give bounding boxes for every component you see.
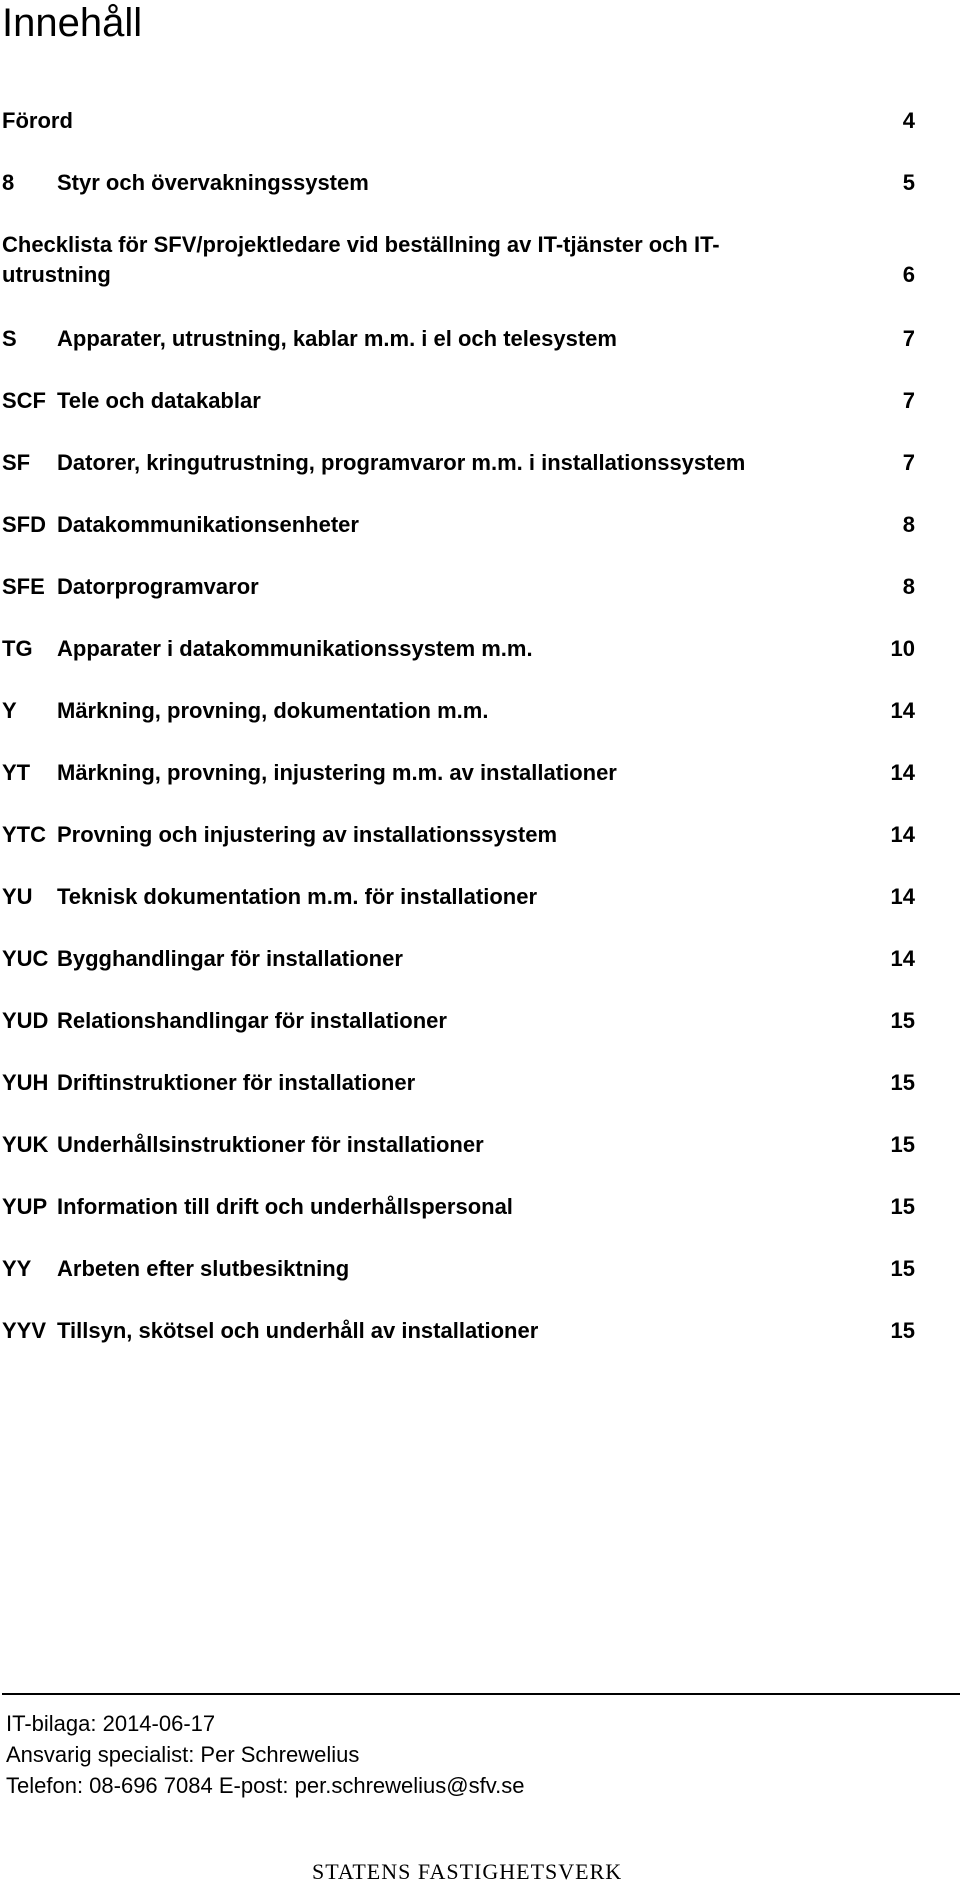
toc-entry-code: SF xyxy=(2,450,31,475)
toc-entry-title: Tele och datakablar xyxy=(57,388,261,413)
footer-document-date: IT-bilaga: 2014-06-17 xyxy=(6,1711,216,1736)
toc-entry-yyv[interactable] xyxy=(0,1316,960,1356)
toc-entry-code: YUH xyxy=(2,1070,49,1095)
footer-divider xyxy=(2,1693,960,1695)
toc-entry-page: 10 xyxy=(890,636,915,661)
toc-entry-title: Datorer, kringutrustning, programvaror m.m. i installationssystem xyxy=(57,450,746,475)
toc-entry-sf[interactable] xyxy=(0,448,960,488)
toc-entry-title: Bygghandlingar för installationer xyxy=(57,946,403,971)
toc-entry-code: TG xyxy=(2,636,33,661)
toc-entry-forord[interactable] xyxy=(0,106,960,146)
toc-entry-yt[interactable] xyxy=(0,758,960,798)
toc-entry-page: 15 xyxy=(890,1070,915,1095)
toc-entry-code: S xyxy=(2,326,17,351)
toc-entry-page: 15 xyxy=(890,1132,915,1157)
toc-entry-title: Datakommunikationsenheter xyxy=(57,512,359,537)
toc-entry-yuk[interactable] xyxy=(0,1130,960,1170)
toc-entry-code: YUK xyxy=(2,1132,49,1157)
toc-entry-title: Förord xyxy=(2,108,73,133)
toc-entry-yuh[interactable] xyxy=(0,1068,960,1108)
toc-entry-page: 5 xyxy=(902,170,915,195)
toc-entry-page: 15 xyxy=(890,1256,915,1281)
toc-entry-page: 8 xyxy=(902,574,915,599)
toc-entry-yy[interactable] xyxy=(0,1254,960,1294)
toc-entry-code: YU xyxy=(2,884,33,909)
toc-entry-title: Provning och injustering av installationssystem xyxy=(57,822,558,847)
toc-entry-yup[interactable] xyxy=(0,1192,960,1232)
toc-entry-code: YY xyxy=(2,1256,32,1281)
toc-entry-title: Underhållsinstruktioner för installationer xyxy=(57,1132,484,1157)
toc-entry-ytc[interactable] xyxy=(0,820,960,860)
toc-entry-code: YUP xyxy=(2,1194,48,1219)
toc-entry-code: YT xyxy=(2,760,31,785)
toc-entry-title: Märkning, provning, injustering m.m. av installationer xyxy=(57,760,617,785)
toc-entry-checklista[interactable] xyxy=(0,230,960,300)
toc-entry-y[interactable] xyxy=(0,696,960,736)
toc-entry-code: YTC xyxy=(2,822,46,847)
toc-entry-code: YUD xyxy=(2,1008,49,1033)
toc-entry-8[interactable] xyxy=(0,168,960,208)
toc-entry-yuc[interactable] xyxy=(0,944,960,984)
toc-entry-title: Teknisk dokumentation m.m. för installationer xyxy=(57,884,538,909)
page-title: Innehåll xyxy=(2,1,143,45)
toc-entry-title: Information till drift och underhållspersonal xyxy=(57,1194,513,1219)
toc-entry-page: 14 xyxy=(890,698,915,723)
toc-entry-page: 14 xyxy=(890,946,915,971)
toc-entry-title: Tillsyn, skötsel och underhåll av installationer xyxy=(57,1318,539,1343)
toc-entry-sfe[interactable] xyxy=(0,572,960,612)
toc-entry-page: 15 xyxy=(890,1008,915,1033)
toc-entry-code: SCF xyxy=(2,388,46,413)
statens-fastighetsverk-logo: STATENS FASTIGHETSVERK xyxy=(312,1859,623,1884)
toc-entry-title: Styr och övervakningssystem xyxy=(57,170,369,195)
toc-entry-code: YUC xyxy=(2,946,49,971)
toc-entry-title: Checklista för SFV/projektledare vid beställning av IT-tjänster och IT-utrustning xyxy=(2,232,720,287)
toc-entry-title: Datorprogramvaror xyxy=(57,574,259,599)
toc-entry-page: 7 xyxy=(902,450,915,475)
toc-entry-scf[interactable] xyxy=(0,386,960,426)
toc-entry-title: Apparater i datakommunikationssystem m.m. xyxy=(57,636,533,661)
toc-entry-code: SFE xyxy=(2,574,45,599)
footer xyxy=(6,1708,524,1801)
toc-entry-code: Y xyxy=(2,698,17,723)
toc-entry-page: 4 xyxy=(902,108,915,133)
footer-contact: Telefon: 08-696 7084 E-post: per.schrewelius@sfv.se xyxy=(6,1773,525,1798)
toc-entry-yu[interactable] xyxy=(0,882,960,922)
toc-entry-tg[interactable] xyxy=(0,634,960,674)
toc-entry-page: 7 xyxy=(902,388,915,413)
toc-entry-page: 7 xyxy=(902,326,915,351)
toc-entry-title: Apparater, utrustning, kablar m.m. i el och telesystem xyxy=(57,326,617,351)
toc-entry-s[interactable] xyxy=(0,324,960,364)
toc-entry-code: 8 xyxy=(2,170,15,195)
toc-entry-title: Driftinstruktioner för installationer xyxy=(57,1070,416,1095)
toc-entry-page: 15 xyxy=(890,1194,915,1219)
toc-entry-code: SFD xyxy=(2,512,46,537)
footer-responsible-specialist: Ansvarig specialist: Per Schrewelius xyxy=(6,1742,360,1767)
toc-entry-title: Relationshandlingar för installationer xyxy=(57,1008,447,1033)
toc-entry-sfd[interactable] xyxy=(0,510,960,550)
toc-entry-title: Arbeten efter slutbesiktning xyxy=(57,1256,350,1281)
toc-entry-title: Märkning, provning, dokumentation m.m. xyxy=(57,698,489,723)
toc-entry-yud[interactable] xyxy=(0,1006,960,1046)
toc-entry-page: 6 xyxy=(902,262,915,287)
toc-entry-code: YYV xyxy=(2,1318,47,1343)
toc-entry-page: 14 xyxy=(890,760,915,785)
toc-entry-page: 15 xyxy=(890,1318,915,1343)
toc-entry-page: 14 xyxy=(890,884,915,909)
toc-entry-page: 8 xyxy=(902,512,915,537)
toc-entry-page: 14 xyxy=(890,822,915,847)
